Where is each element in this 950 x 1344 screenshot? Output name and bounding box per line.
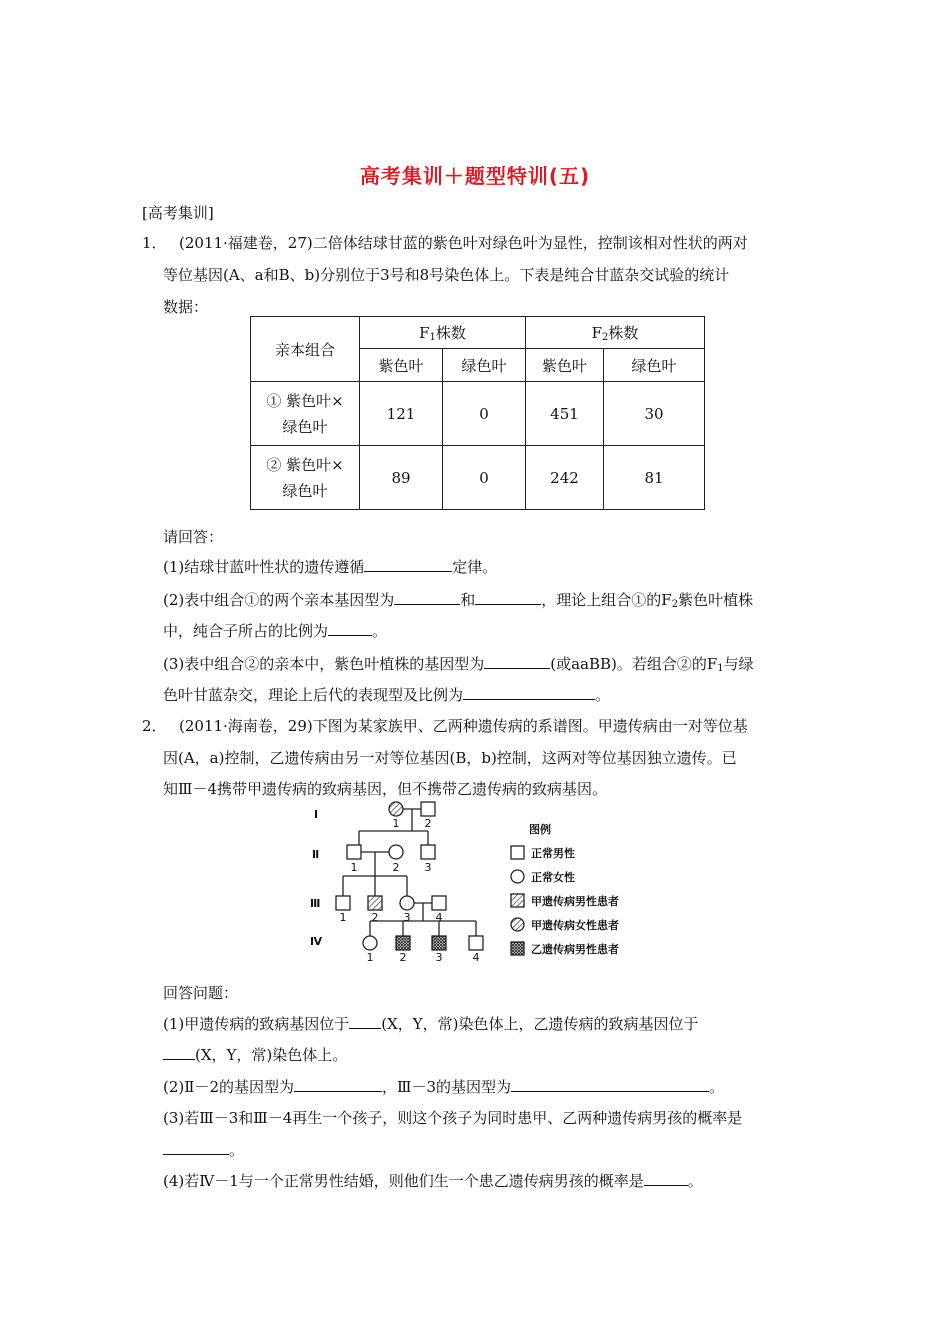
- generation-label: Ⅲ: [310, 897, 321, 910]
- answer-blank[interactable]: [328, 621, 372, 636]
- table-cell: 30: [604, 382, 705, 446]
- section-label: [高考集训]: [142, 204, 214, 222]
- legend-symbol-affected-b-male: [511, 942, 524, 955]
- pedigree-female-normal: [400, 896, 414, 910]
- pedigree-number: 2: [399, 951, 407, 964]
- q1-stem-line3: 数据：: [163, 298, 209, 316]
- legend-label: 正常女性: [531, 871, 575, 884]
- answer-blank[interactable]: [364, 557, 452, 572]
- pedigree-diagram: [300, 795, 650, 970]
- legend-symbol-affected-a-female: [511, 918, 524, 931]
- q1-part1: (1)结球甘蓝叶性状的遗传遵循 定律。: [163, 558, 498, 576]
- pedigree-male-normal: [432, 896, 446, 910]
- pedigree-number: 1: [339, 911, 347, 924]
- q2-stem-line2: 因(A，a)控制，乙遗传病由另一对等位基因(B，b)控制，这两对等位基因独立遗传。已: [163, 749, 737, 767]
- q1-stem-line1: (2011·福建卷，27)二倍体结球甘蓝的紫色叶对绿色叶为显性，控制该相对性状的两对: [179, 234, 748, 252]
- header-f2: $F_2$株数: [526, 317, 705, 349]
- q2-part3-line2: 。: [163, 1140, 244, 1160]
- answer-blank[interactable]: [644, 1171, 688, 1186]
- legend-label: 甲遗传病女性患者: [531, 919, 619, 932]
- q1-part2-line1: (2)表中组合①的两个亲本基因型为 和 ，理论上组合①的$F_2$紫色叶植株: [163, 591, 754, 610]
- row-label: ① 紫色叶× 绿色叶: [251, 382, 360, 446]
- table-cell: 0: [443, 382, 526, 446]
- pedigree-number: 3: [435, 951, 443, 964]
- legend-symbol-normal-female: [511, 870, 524, 883]
- table-cell: 121: [360, 382, 443, 446]
- generation-label: Ⅰ: [314, 808, 319, 821]
- answer-blank[interactable]: [163, 1140, 229, 1155]
- table-cell: 451: [526, 382, 604, 446]
- pedigree-male-normal: [336, 896, 350, 910]
- answer-blank[interactable]: [349, 1014, 381, 1029]
- answer-blank[interactable]: [484, 654, 550, 669]
- pedigree-number: 1: [350, 861, 358, 874]
- answer-blank[interactable]: [394, 590, 460, 605]
- pedigree-male-normal: [421, 845, 435, 859]
- answer-blank[interactable]: [475, 590, 541, 605]
- table-cell: 81: [604, 446, 705, 510]
- q2-part1-line1: (1)甲遗传病的致病基因位于 (X，Y，常)染色体上，乙遗传病的致病基因位于: [163, 1015, 699, 1033]
- pedigree-number: 3: [403, 911, 411, 924]
- header-parent: 亲本组合: [251, 317, 360, 382]
- pedigree-male-affected-a: [368, 896, 382, 910]
- pedigree-number: 2: [392, 861, 400, 874]
- legend-title: 图例: [529, 823, 551, 836]
- pedigree-female-affected-a: [389, 802, 403, 816]
- q2-part3-line1: (3)若Ⅲ－3和Ⅲ－4再生一个孩子，则这个孩子为同时患甲、乙两种遗传病男孩的概率是: [163, 1109, 743, 1127]
- q1-part3-line1: (3)表中组合②的亲本中，紫色叶植株的基因型为 (或aaBB)。若组合②的$F_1$与绿: [163, 655, 754, 674]
- pedigree-number: 1: [392, 817, 400, 830]
- q2-prompt: 回答问题：: [163, 984, 239, 1002]
- q1-number: 1．: [142, 234, 167, 252]
- legend-label: 正常男性: [531, 847, 575, 860]
- subheader: 绿色叶: [443, 349, 526, 382]
- pedigree-male-affected-b: [396, 936, 410, 950]
- pedigree-number: 3: [424, 861, 432, 874]
- pedigree-male-normal: [469, 936, 483, 950]
- legend-label: 乙遗传病男性患者: [531, 943, 619, 956]
- answer-blank[interactable]: [511, 1077, 709, 1092]
- subheader: 紫色叶: [526, 349, 604, 382]
- q2-stem-line3: 知Ⅲ－4携带甲遗传病的致病基因，但不携带乙遗传病的致病基因。: [163, 780, 608, 798]
- pedigree-number: 4: [435, 911, 443, 924]
- pedigree-female-normal: [363, 936, 377, 950]
- table-cell: 89: [360, 446, 443, 510]
- table-row: [251, 446, 705, 510]
- answer-blank[interactable]: [463, 685, 595, 700]
- legend-symbol-normal-male: [511, 846, 524, 859]
- answer-blank[interactable]: [294, 1077, 382, 1092]
- pedigree-female-normal: [389, 845, 403, 859]
- q2-number: 2．: [142, 717, 167, 735]
- q1-data-table: [250, 316, 705, 510]
- subheader: 紫色叶: [360, 349, 443, 382]
- row-label: ② 紫色叶× 绿色叶: [251, 446, 360, 510]
- page-title: 高考集训＋题型特训(五): [359, 164, 591, 188]
- q1-stem-line2: 等位基因(A、a和B、b)分别位于3号和8号染色体上。下表是纯合甘蓝杂交试验的统计: [163, 266, 730, 284]
- header-f1: $F_1$株数: [360, 317, 526, 349]
- pedigree-number: 4: [472, 951, 480, 964]
- q1-part3-line2: 色叶甘蓝杂交，理论上后代的表现型及比例为 。: [163, 686, 611, 704]
- legend-label: 甲遗传病男性患者: [531, 895, 619, 908]
- subheader: 绿色叶: [604, 349, 705, 382]
- q2-stem-line1: (2011·海南卷，29)下图为某家族甲、乙两种遗传病的系谱图。甲遗传病由一对等位基: [179, 717, 748, 735]
- table-row: [251, 382, 705, 446]
- generation-label: Ⅱ: [312, 848, 320, 861]
- legend-symbol-affected-a-male: [511, 894, 524, 907]
- q1-part2-line2: 中，纯合子所占的比例为 。: [163, 622, 388, 640]
- table-cell: 242: [526, 446, 604, 510]
- pedigree-male-normal: [347, 845, 361, 859]
- q1-prompt: 请回答：: [163, 528, 224, 546]
- pedigree-number: 2: [371, 911, 379, 924]
- answer-blank[interactable]: [163, 1045, 195, 1060]
- q2-part4: (4)若Ⅳ－1与一个正常男性结婚，则他们生一个患乙遗传病男孩的概率是 。: [163, 1172, 703, 1190]
- pedigree-male-affected-b: [432, 936, 446, 950]
- pedigree-number: 2: [424, 817, 432, 830]
- table-cell: 0: [443, 446, 526, 510]
- pedigree-number: 1: [366, 951, 374, 964]
- pedigree-male-normal: [421, 802, 435, 816]
- q2-part2: (2)Ⅱ－2的基因型为 ，Ⅲ－3的基因型为 。: [163, 1078, 725, 1096]
- q2-part1-line2: (X，Y，常)染色体上。: [163, 1045, 347, 1065]
- generation-label: Ⅳ: [310, 935, 323, 948]
